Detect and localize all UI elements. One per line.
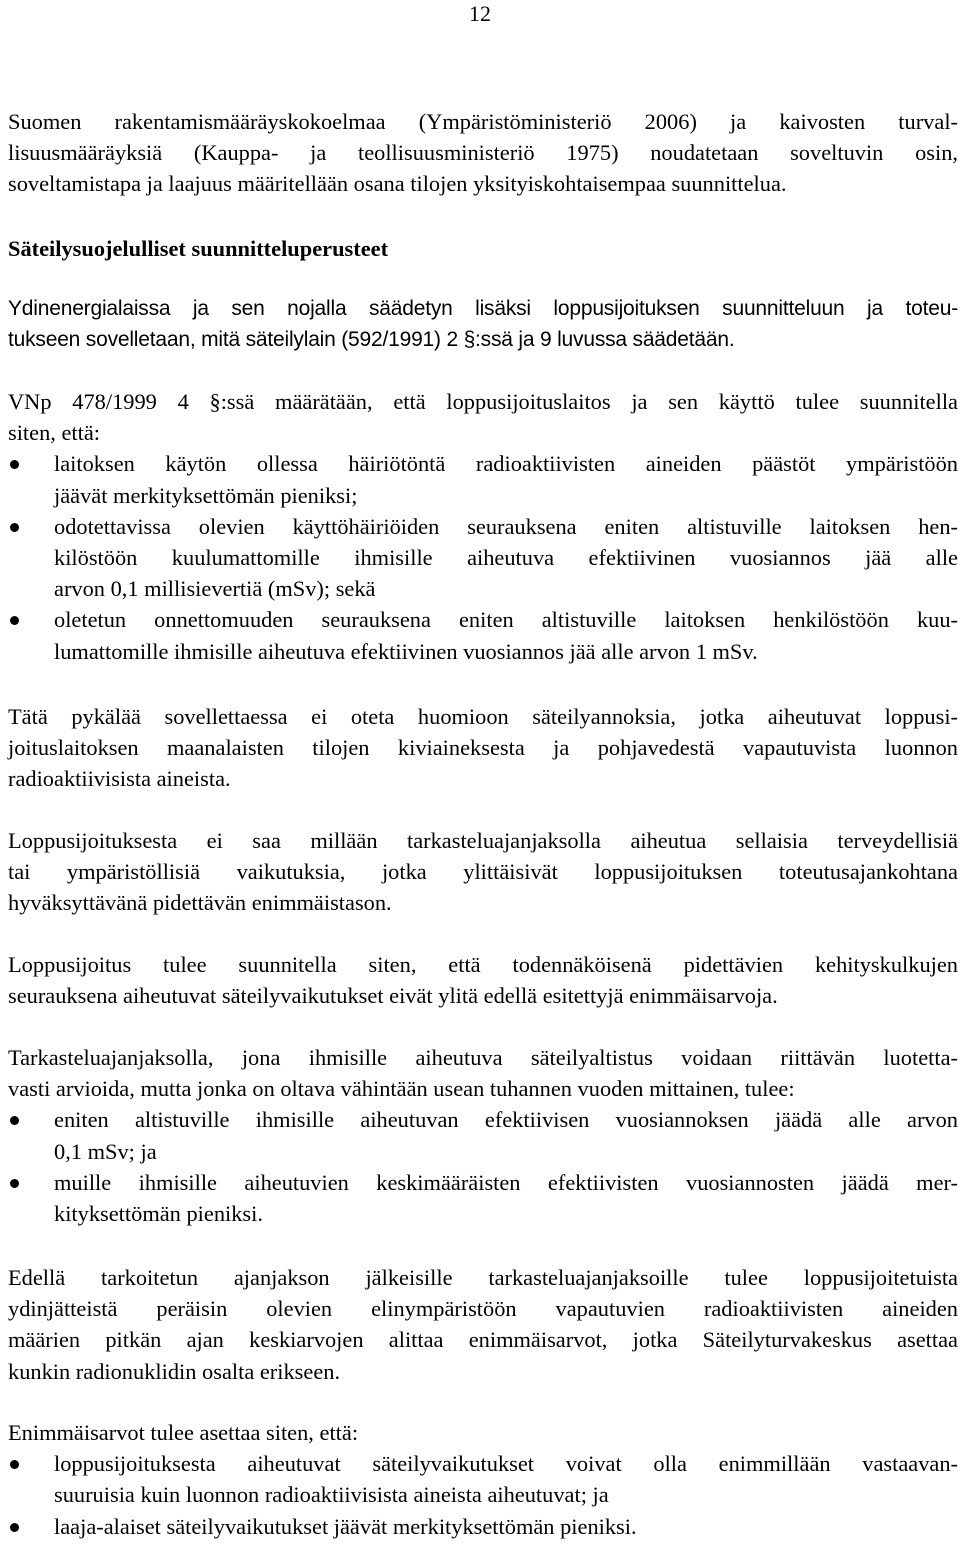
text-line: Ydinenergialaissa ja sen nojalla säädetyn lisäksi loppusijoituksen suunnitteluun ja toteu- [8, 297, 958, 320]
paragraph-loppusijoituksesta [8, 825, 958, 919]
text-line: Suomen rakentamismääräyskokoelmaa (Ympäristöministeriö 2006) ja kaivosten turval- [8, 109, 958, 134]
text-line: kilöstöön kuulumattomille ihmisille aiheutuva efektiivinen vuosiannos jää alle [54, 544, 958, 570]
text-line: seurauksena aiheutuvat säteilyvaikutukset eivät ylitä edellä esitettyjä enimmäisarvoja. [8, 983, 778, 1009]
text-line: joituslaitoksen maanalaisten tilojen kiviaineksesta ja pohjavedestä vapautuvista luonnon [8, 735, 958, 761]
text-line: VNp 478/1999 4 §:ssä määrätään, että loppusijoituslaitos ja sen käyttö tulee suunnitella [8, 389, 958, 414]
text-line: Edellä tarkoitetun ajanjakson jälkeisille tarkasteluajanjaksoille tulee loppusijoitetuista [8, 1265, 958, 1290]
page-number: 12 [469, 1, 491, 26]
paragraph-tarkasteluajanjaksolla [8, 1042, 958, 1229]
bullet-icon [10, 1116, 19, 1125]
text-line: muille ihmisille aiheutuvien keskimääräisten efektiivisten vuosiannosten jäädä mer- [54, 1169, 958, 1195]
text-line: lumattomille ihmisille aiheutuva efektiivinen vuosiannos jää alle arvon 1 mSv. [54, 638, 758, 664]
paragraph-edella-tarkoitetun [8, 1262, 958, 1387]
text-line: ydinjätteistä peräisin olevien elinympäristöön vapautuvien radioaktiivisten aineiden [8, 1296, 958, 1322]
text-line: kunkin radionuklidin osalta erikseen. [8, 1358, 341, 1384]
text-line: suuruisia kuin luonnon radioaktiivisista aineista aiheutuvat; ja [54, 1482, 609, 1508]
text-line: loppusijoituksesta aiheutuvat säteilyvaikutukset voivat olla enimmillään vastaavan- [54, 1451, 958, 1477]
text-line: 0,1 mSv; ja [54, 1138, 157, 1164]
paragraph-ydinenergialaki [8, 293, 958, 355]
list-item [8, 1167, 958, 1229]
intro-paragraph [8, 106, 958, 200]
text-line: eniten altistuville ihmisille aiheutuvan efektiivisen vuosiannoksen jäädä alle arvon [54, 1107, 958, 1133]
paragraph-loppusijoitus [8, 949, 958, 1011]
text-line: jäävät merkityksettömän pieniksi; [54, 482, 358, 508]
paragraph-enimmaisarvot [8, 1417, 958, 1542]
text-line: lisuusmääräyksiä (Kauppa- ja teollisuusministeriö 1975) noudatetaan soveltuvin osin, [8, 140, 958, 166]
bullet-icon [10, 523, 19, 532]
paragraph-tata-pykalaa [8, 701, 958, 795]
text-line: Tätä pykälää sovellettaessa ei oteta huomioon säteilyannoksia, jotka aiheutuvat loppusi- [8, 704, 958, 729]
list-item [8, 1104, 958, 1166]
bullet-icon [10, 616, 19, 625]
bullet-icon [10, 460, 19, 469]
text-line: oletetun onnettomuuden seurauksena eniten altistuville laitoksen henkilöstöön kuu- [54, 607, 958, 633]
text-line: Enimmäisarvot tulee asettaa siten, että: [8, 1420, 359, 1445]
bullet-icon [10, 1179, 19, 1188]
paragraph-vnp [8, 386, 958, 667]
text-line: tai ympäristöllisiä vaikutuksia, jotka ylittäisivät loppusijoituksen toteutusajankohtana [8, 859, 958, 885]
text-line: siten, että: [8, 420, 101, 446]
heading-text: Säteilysuojelulliset suunnitteluperusteet [8, 236, 389, 261]
text-line: odotettavissa olevien käyttöhäiriöiden seurauksena eniten altistuville laitoksen hen- [54, 513, 958, 539]
text-line: Loppusijoituksesta ei saa millään tarkasteluajanjaksolla aiheutua sellaisia terveydellisiä [8, 828, 958, 853]
text-line: Tarkasteluajanjaksolla, jona ihmisille aiheutuva säteilyaltistus voidaan riittävän luotetta- [8, 1045, 958, 1070]
list-item [8, 511, 958, 605]
list-item [8, 448, 958, 510]
bullet-icon [10, 1460, 19, 1469]
list-item [8, 1511, 958, 1542]
text-line: vasti arvioida, mutta jonka on oltava vähintään usean tuhannen vuoden mittainen, tulee: [8, 1076, 795, 1102]
text-line: kityksettömän pieniksi. [54, 1200, 263, 1226]
text-line: laaja-alaiset säteilyvaikutukset jäävät merkityksettömän pieniksi. [54, 1513, 637, 1539]
text-line: tukseen sovelletaan, mitä säteilylain (592/1991) 2 §:ssä ja 9 luvussa säädetään. [8, 328, 735, 352]
text-line: soveltamistapa ja laajuus määritellään osana tilojen yksityiskohtaisempaa suunnittelua. [8, 171, 787, 197]
text-line: määrien pitkän ajan keskiarvojen alittaa enimmäisarvot, jotka Säteilyturvakeskus asettaa [8, 1327, 958, 1353]
text-line: laitoksen käytön ollessa häiriötöntä radioaktiivisten aineiden päästöt ympäristöön [54, 451, 958, 477]
section-heading [8, 233, 958, 264]
text-line: Loppusijoitus tulee suunnitella siten, että todennäköisenä pidettävien kehityskulkujen [8, 952, 958, 977]
list-item [8, 1448, 958, 1510]
text-line: arvon 0,1 millisievertiä (mSv); sekä [54, 576, 376, 602]
text-line: radioaktiivisista aineista. [8, 766, 231, 792]
text-line: hyväksyttävänä pidettävän enimmäistason. [8, 890, 392, 916]
list-item [8, 604, 958, 666]
bullet-icon [10, 1523, 19, 1532]
